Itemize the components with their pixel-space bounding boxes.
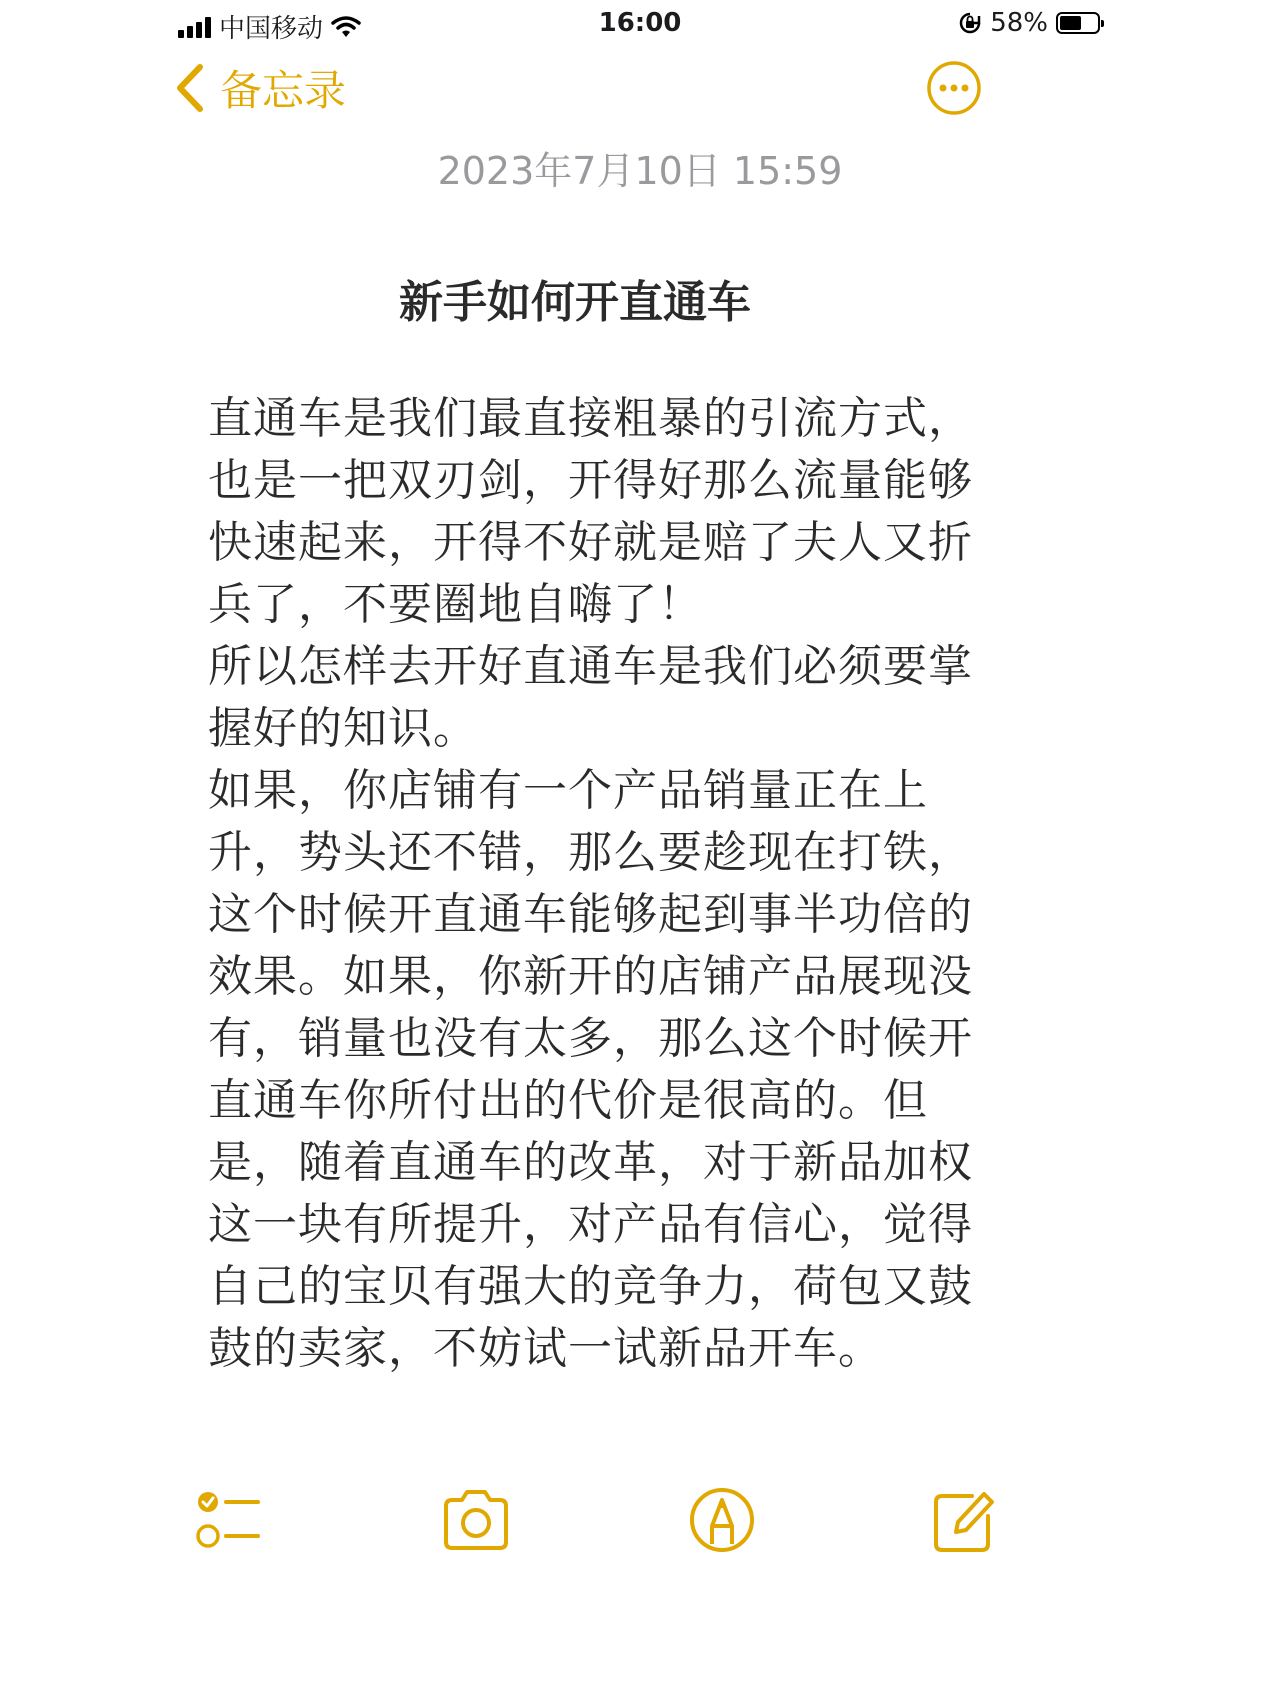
battery-icon bbox=[1056, 12, 1100, 34]
chevron-left-icon bbox=[174, 63, 204, 113]
ellipsis-circle-icon bbox=[926, 60, 982, 116]
camera-icon bbox=[438, 1482, 514, 1558]
note-title[interactable]: 新手如何开直通车 bbox=[399, 277, 751, 328]
bottom-toolbar bbox=[160, 1482, 1120, 1562]
back-button[interactable] bbox=[174, 58, 346, 118]
status-right bbox=[958, 8, 1100, 38]
note-paragraph: 直通车是我们最直接粗暴的引流方式，也是一把双刃剑，开得好那么流量能够快速起来，开得不好就是赔了夫人又折兵了，不要圈地自嗨了！ bbox=[208, 393, 973, 630]
note-body[interactable] bbox=[208, 388, 998, 1380]
compose-icon bbox=[924, 1482, 1000, 1558]
checklist-button[interactable] bbox=[192, 1482, 268, 1558]
compose-button[interactable] bbox=[924, 1482, 1000, 1558]
markup-button[interactable] bbox=[684, 1482, 760, 1558]
back-label: 备忘录 bbox=[220, 66, 347, 115]
note-paragraph: 所以怎样去开好直通车是我们必须要掌握好的知识。 bbox=[208, 641, 973, 754]
battery-percent: 58% bbox=[990, 8, 1048, 38]
camera-button[interactable] bbox=[438, 1482, 514, 1558]
battery-fill bbox=[1060, 16, 1081, 30]
orientation-lock-icon bbox=[958, 11, 982, 35]
status-time: 16:00 bbox=[598, 8, 682, 38]
carrier-label: 中国移动 bbox=[219, 14, 324, 44]
markup-pen-icon bbox=[684, 1482, 760, 1558]
checklist-icon bbox=[192, 1482, 268, 1558]
note-date: 2023年7月10日 15:59 bbox=[437, 149, 843, 193]
more-button[interactable] bbox=[926, 60, 982, 116]
status-bar bbox=[160, 0, 1120, 50]
notes-screen bbox=[160, 0, 1120, 1706]
note-paragraph: 如果，你店铺有一个产品销量正在上升，势头还不错，那么要趁现在打铁，这个时候开直通车能够起到事半功倍的效果。如果，你新开的店铺产品展现没有，销量也没有太多，那么这个时候开直通车你所付出的代价是很高的。但是，随着直通车的改革，对于新品加权这一块有所提升，对产品有信心，觉得自己的宝贝有强大的竞争力，荷包又鼓鼓的卖家，不妨试一试新品开车。 bbox=[208, 765, 973, 1374]
